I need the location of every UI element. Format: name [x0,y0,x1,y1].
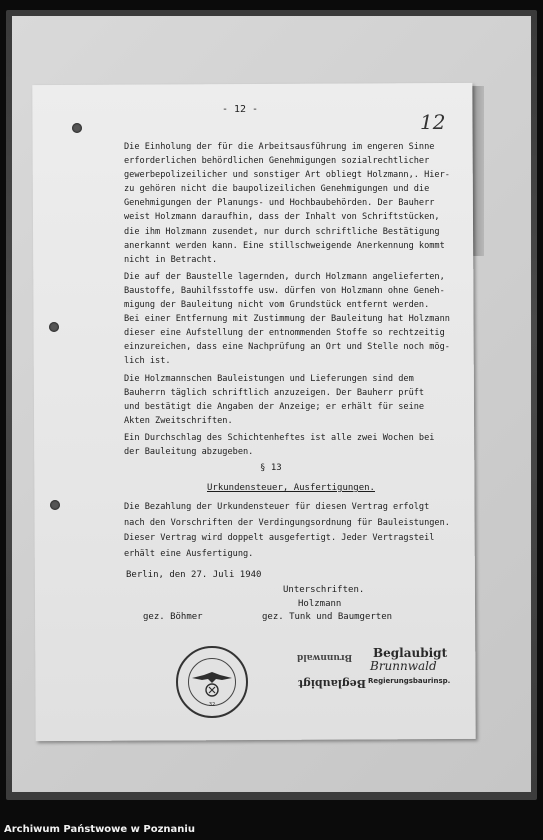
certified-stamp: Beglaubigt [373,646,448,660]
archive-label: Archiwum Państwowe w Poznaniu [4,824,195,835]
svg-text:32: 32 [208,702,216,708]
paragraph-permits [124,140,469,267]
official-seal-stamp [176,646,248,718]
text-line: Genehmigungen der Planungs- und Hochbaubehörden. Der Bauherr [124,198,435,209]
punch-hole-top [72,123,82,133]
text-line: weist Holzmann daraufhin, dass der Inhalt von Schriftstücken, [124,212,440,223]
holzmann-label: Holzmann [298,599,342,609]
punch-hole-bottom [50,500,60,510]
handwritten-page-number: 12 [420,110,446,134]
signatures-label: Unterschriften. [283,585,365,595]
stamp-title: Regierungsbaurinsp. [368,677,451,685]
eagle-emblem-icon [178,648,246,716]
text-line: die ihm Holzmann zusendet, nur durch schriftliche Bestätigung [124,226,440,237]
paragraph-materials [124,270,469,369]
section-title: Urkundensteuer, Ausfertigungen. [207,483,375,493]
text-line: Die Holzmannschen Bauleistungen und Lieferungen sind dem [124,373,414,384]
text-line: der Bauleitung abzugeben. [124,446,254,457]
text-line: zu gehören nicht die baupolizeilichen Genehmigungen und die [124,184,430,195]
paragraph-reports [124,372,469,428]
text-line: und bestätigt die Angaben der Anzeige; er erhält für seine [124,401,425,412]
mirrored-stamp-signature: Brunnwald [297,652,353,662]
signer-left: gez. Böhmer [143,612,203,622]
text-line: Bei einer Entfernung mit Zustimmung der Bauleitung hat Holzmann [124,314,450,325]
text-line: Baustoffe, Bauhilfsstoffe usw. dürfen von Holzmann ohne Geneh- [124,285,445,296]
text-line: nicht in Betracht. [124,254,218,265]
text-line: migung der Bauleitung nicht vom Grundstück entfernt werden. [124,300,430,311]
text-line: Die auf der Baustelle lagernden, durch Holzmann angelieferten, [124,271,445,282]
text-line: dieser eine Aufstellung der entnommenden Stoffe so rechtzeitig [124,328,445,339]
text-line: erhält eine Ausfertigung. [124,548,254,559]
text-line: Dieser Vertrag wird doppelt ausgefertigt. Jeder Vertragsteil [124,533,435,543]
text-line: gewerbepolizeilicher und sonstiger Art obliegt Holzmann,. Hier- [124,170,450,181]
text-line: nach den Vorschriften der Verdingungsordnung für Bauleistungen. [124,517,450,528]
body-text [124,140,469,462]
punch-hole-middle [49,322,59,332]
text-line: Ein Durchschlag des Schichtenheftes ist alle zwei Wochen bei [124,432,435,443]
stamp-signature: Brunnwald [370,659,437,673]
text-line: Bauherrn täglich schriftlich anzuzeigen. Der Bauherr prüft [124,387,425,398]
text-line: erforderlichen behördlichen Genehmigungen sozialrechtlicher [124,156,430,167]
text-line: Die Bezahlung der Urkundensteuer für diesen Vertrag erfolgt [124,502,430,512]
text-line: einzureichen, dass eine Nachprüfung an Ort und Stelle noch mög- [124,342,450,353]
text-line: Akten Zweitschriften. [124,415,233,426]
place-date: Berlin, den 27. Juli 1940 [126,570,262,580]
page-number: - 12 - [221,104,259,115]
text-line: anerkannt werden kann. Eine stillschweigende Anerkennung kommt [124,240,445,251]
text-line: lich ist. [124,356,171,367]
section-number: § 13 [260,463,282,473]
signer-right: gez. Tunk und Baumgerten [262,612,393,622]
text-line: Die Einholung der für die Arbeitsausführung im engeren Sinne [124,142,435,152]
mirrored-certified-stamp: Beglaubigt [298,677,366,690]
section-body [124,500,469,562]
paragraph-shift-book [124,431,469,459]
